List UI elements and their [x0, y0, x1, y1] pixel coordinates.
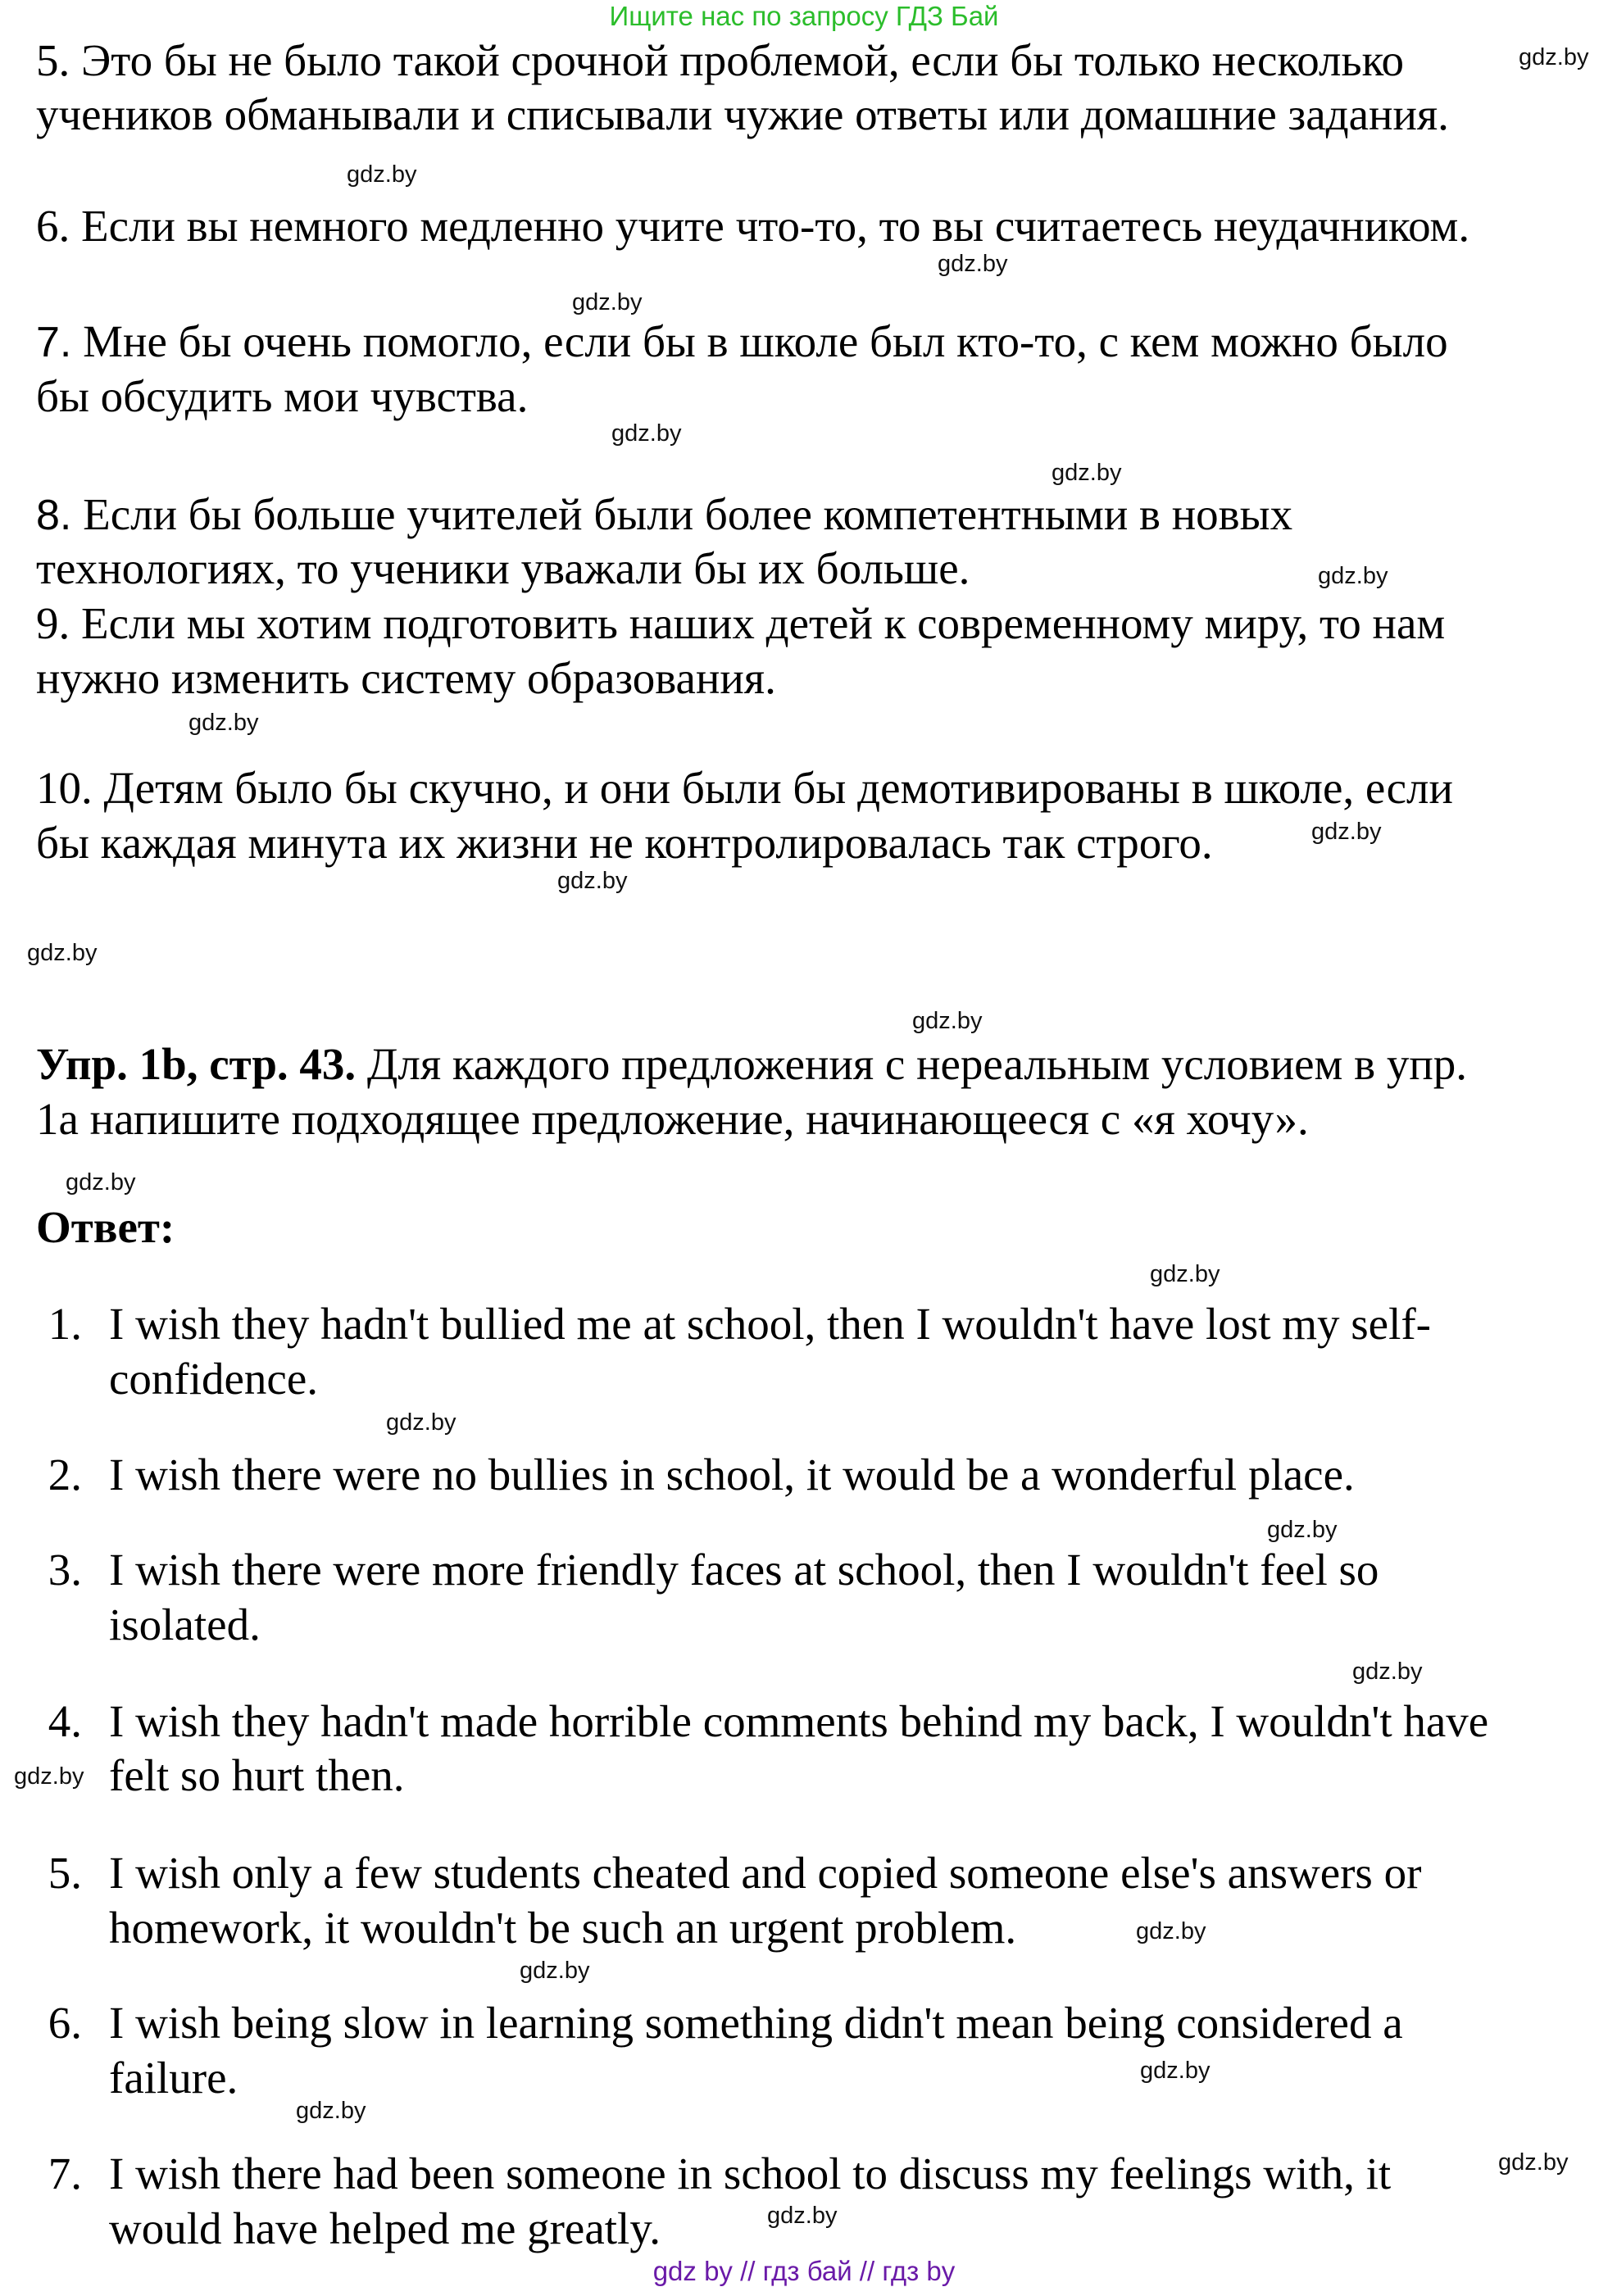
exercise-heading: Упр. 1b, стр. 43. — [36, 1039, 357, 1089]
watermark: gdz.by — [27, 940, 98, 966]
watermark: gdz.by — [1052, 460, 1122, 486]
ru-item-6-line-1: 6. Если вы немного медленно учите что-то, то вы считаетесь неудачником. — [36, 201, 1470, 251]
en-item-5-line-2: homework, it wouldn't be such an urgent problem. — [109, 1903, 1017, 1953]
en-item-1-line-2: confidence. — [109, 1354, 318, 1404]
en-item-2-number: 2. — [48, 1450, 82, 1500]
watermark: gdz.by — [1267, 1517, 1338, 1543]
watermark: gdz.by — [611, 420, 682, 447]
en-item-5-line-1: I wish only a few students cheated and copied someone else's answers or — [109, 1848, 1422, 1898]
watermark: gdz.by — [557, 868, 628, 894]
watermark: gdz.by — [572, 289, 643, 315]
watermark: gdz.by — [1498, 2149, 1569, 2176]
en-item-7-line-2: would have helped me greatly. — [109, 2203, 661, 2253]
ru-item-5-line-2: учеников обманывали и списывали чужие ответы или домашние задания. — [36, 89, 1449, 139]
watermark: gdz.by — [347, 161, 417, 188]
search-banner[interactable]: Ищите нас по запросу ГДЗ Бай — [609, 1, 999, 31]
en-item-6-line-2: failure. — [109, 2053, 238, 2103]
footer-links[interactable]: gdz by // гдз бай // гдз by — [652, 2256, 956, 2286]
exercise-instruction-line-2: 1а напишите подходящее предложение, начинающееся с «я хочу». — [36, 1094, 1309, 1144]
en-item-7-number: 7. — [48, 2149, 82, 2198]
en-item-4-line-2: felt so hurt then. — [109, 1750, 405, 1800]
watermark: gdz.by — [1352, 1658, 1423, 1685]
ru-item-7-line-2: бы обсудить мои чувства. — [36, 371, 529, 421]
exercise-instruction-line-1: Упр. 1b, стр. 43. Для каждого предложения с нереальным условием в упр. — [36, 1039, 1468, 1089]
answer-label: Ответ: — [36, 1202, 175, 1252]
en-item-3-line-2: isolated. — [109, 1599, 261, 1649]
en-item-3-line-1: I wish there were more friendly faces at school, then I wouldn't feel so — [109, 1545, 1379, 1595]
en-item-3-number: 3. — [48, 1545, 82, 1595]
watermark: gdz.by — [296, 2098, 366, 2124]
en-item-7-line-1: I wish there had been someone in school to discuss my feelings with, it — [109, 2149, 1392, 2198]
en-item-1-line-1: I wish they hadn't bullied me at school, then I wouldn't have lost my self- — [109, 1299, 1431, 1349]
en-item-5-number: 5. — [48, 1848, 82, 1898]
watermark: gdz.by — [1318, 563, 1388, 589]
watermark: gdz.by — [938, 251, 1008, 277]
en-item-1-number: 1. — [48, 1299, 82, 1349]
en-item-4-number: 4. — [48, 1696, 82, 1746]
ru-item-9-line-2: нужно изменить систему образования. — [36, 653, 776, 703]
watermark: gdz.by — [767, 2203, 838, 2229]
ru-item-7-line-1: 7. Мне бы очень помогло, если бы в школе был кто-то, с кем можно было — [36, 316, 1448, 366]
watermark: gdz.by — [189, 710, 259, 736]
ru-item-8-line-1: 8. Если бы больше учителей были более компетентными в новых — [36, 489, 1293, 539]
watermark: gdz.by — [66, 1169, 136, 1196]
watermark: gdz.by — [1150, 1261, 1220, 1287]
watermark: gdz.by — [1136, 1918, 1206, 1944]
en-item-2-line-1: I wish there were no bullies in school, it would be a wonderful place. — [109, 1450, 1355, 1500]
watermark: gdz.by — [1519, 44, 1589, 70]
ru-item-10-line-2: бы каждая минута их жизни не контролировалась так строго. — [36, 818, 1213, 868]
watermark: gdz.by — [520, 1958, 590, 1984]
ru-item-9-line-1: 9. Если мы хотим подготовить наших детей к современному миру, то нам — [36, 598, 1446, 648]
watermark: gdz.by — [912, 1008, 983, 1034]
ru-item-5-line-1: 5. Это бы не было такой срочной проблемой, если бы только несколько — [36, 35, 1405, 85]
watermark: gdz.by — [1311, 819, 1382, 845]
ru-item-10-line-1: 10. Детям было бы скучно, и они были бы демотивированы в школе, если — [36, 763, 1453, 813]
en-item-6-number: 6. — [48, 1998, 82, 2048]
watermark: gdz.by — [386, 1409, 457, 1436]
ru-item-8-line-2: технологиях, то ученики уважали бы их больше. — [36, 543, 970, 593]
en-item-4-line-1: I wish they hadn't made horrible comments behind my back, I wouldn't have — [109, 1696, 1489, 1746]
en-item-6-line-1: I wish being slow in learning something didn't mean being considered a — [109, 1998, 1403, 2048]
watermark: gdz.by — [14, 1763, 84, 1790]
watermark: gdz.by — [1140, 2058, 1211, 2084]
